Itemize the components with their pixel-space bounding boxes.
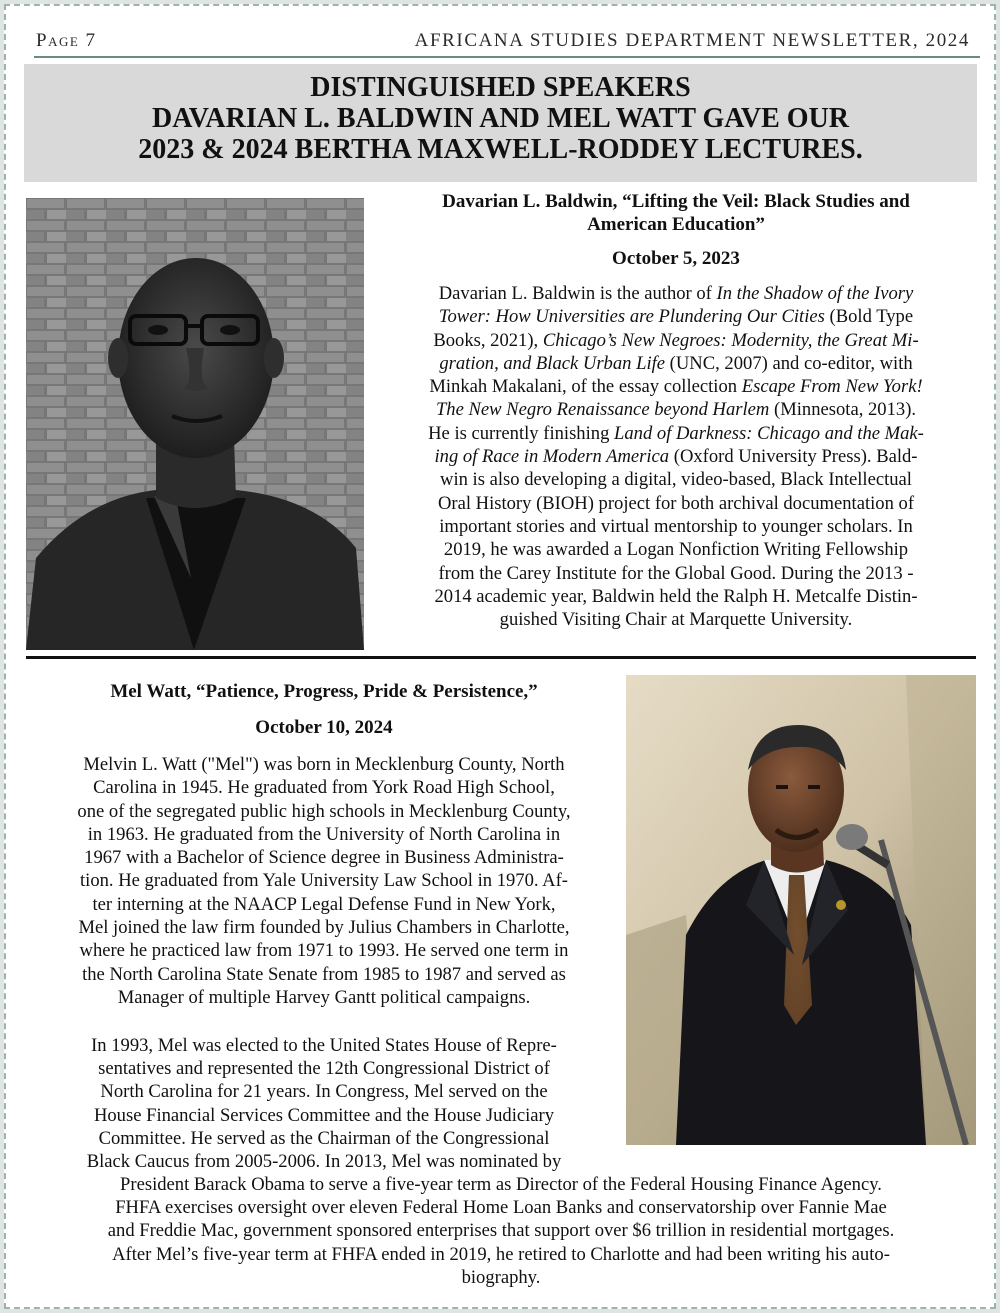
watt-bio-paragraph-2-continued: President Barack Obama to serve a five-year term as Director of the Federal Housing Finance Agency. FHFA exercises oversight over eleven Federal Home Loan Banks and conservatorship over Fannie Mae and Freddie Mac, government sponsored enterprises that support over $6 trillion in residential mortgages. After Mel’s five-year term at FHFA ended in 2019, he retired to Charlotte and had been writing his auto- biography. xyxy=(107,1174,895,1288)
baldwin-lecture-title: Davarian L. Baldwin, “Lifting the Veil: Black Studies and American Education” xyxy=(442,191,910,235)
banner-line-3: 2023 & 2024 BERTHA MAXWELL-RODDEY LECTURES. xyxy=(138,134,863,165)
watt-lecture-title: Mel Watt, “Patience, Progress, Pride & Persistence,” xyxy=(110,681,538,702)
newsletter-title: AFRICANA STUDIES DEPARTMENT NEWSLETTER, 2024 xyxy=(414,30,970,51)
page-number: Page 7 xyxy=(36,30,97,51)
baldwin-lecture-date: October 5, 2023 xyxy=(612,248,740,269)
watt-bio-paragraph-2: In 1993, Mel was elected to the United States House of Repre- sentatives and represented the 12th Congressional District of North Carolina for 21 years. In Congress, Mel served on the House Financial Services Committee and the House Judiciary Committee. He served as the Chairman of the Congressional Black Caucus from 2005-2006. In 2013, Mel was nominated by xyxy=(86,1035,562,1173)
baldwin-photo xyxy=(26,198,364,650)
banner-line-1: DISTINGUISHED SPEAKERS xyxy=(310,72,691,103)
section-banner xyxy=(24,64,977,182)
page-header xyxy=(34,28,980,58)
baldwin-section xyxy=(380,190,972,631)
watt-photo xyxy=(626,675,976,1145)
section-divider xyxy=(26,656,976,659)
baldwin-bio: Davarian L. Baldwin is the author of In the Shadow of the Ivory Tower: How Universities are Plundering Our Cities (Bold Type Books, 2021), Chicago’s New Negroes: Modernity, the Great Mi- gration, and Black Urban Life (UNC, 2007) and co-editor, with Minkah Makalani, of the essay collection Escape From New York! The New Negro Renaissance beyond Harlem (Minnesota, 2013). He is currently finishing Land of Darkness: Chicago and the Mak- ing of Race in Modern America (Oxford University Press). Bald- win is also developing a digital, video-based, Black Intellectual Oral History (BIOH) project for both archival documentation of important stories and virtual mentorship to younger scholars. In 2019, he was awarded a Logan Nonfiction Writing Fellowship from the Carey Institute for the Global Good. During the 2013 - 2014 academic year, Baldwin held the Ralph H. Metcalfe Distin- guished Visiting Chair at Marquette University. xyxy=(428,283,924,631)
banner-line-2: DAVARIAN L. BALDWIN AND MEL WATT GAVE OUR xyxy=(151,103,850,134)
watt-bio-paragraph-1: Melvin L. Watt ("Mel") was born in Mecklenburg County, North Carolina in 1945. He graduated from York Road High School, one of the segregated public high schools in Mecklenburg County, in 1963. He graduated from the University of North Carolina in 1967 with a Bachelor of Science degree in Business Administra- tion. He graduated from Yale University Law School in 1970. Af- ter interning at the NAACP Legal Defense Fund in New York, Mel joined the law firm founded by Julius Chambers in Charlotte, where he practiced law from 1971 to 1993. He served one term in the North Carolina State Senate from 1985 to 1987 and served as Manager of multiple Harvey Gantt political campaigns. xyxy=(77,754,571,1008)
watt-lecture-date: October 10, 2024 xyxy=(255,717,393,738)
watt-section xyxy=(26,680,622,1009)
